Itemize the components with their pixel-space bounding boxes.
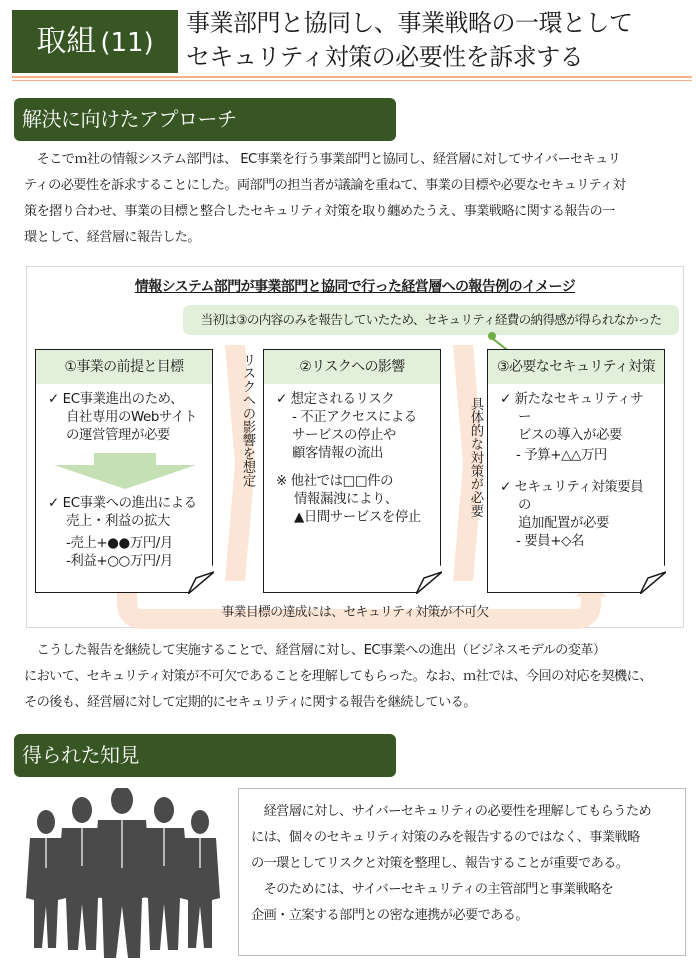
check-item-cont: の運営管理が必要 [66,428,170,443]
paragraph-line: の一環としてリスクと対策を整理し、報告することが重要である。 [251,856,629,871]
approach-paragraph [24,147,684,251]
note-item: ※ 他社では□□件の [276,474,394,489]
paragraph-line: こうした報告を継続して実施することで、経営層に対し、EC事業への進出（ビジネスモデルの変革） [24,643,606,658]
card-risk-impact [263,349,441,593]
diagram-title: 情報システム部門が事業部門と協同で行った経営層への報告例のイメージ [134,279,576,295]
card-heading: ③必要なセキュリティ対策 [488,350,664,384]
paragraph-line: そこでｍ社の情報システム部門は、 EC事業を行う事業部門と協同し、経営層に対してサイバーセキュリ [24,152,621,167]
paragraph-line: 策を摺り合わせ、事業の目標と整合したセキュリティ対策を取り纏めたうえ、事業戦略に関する報告の一 [24,204,615,219]
sub-item-cont: サービスの停止や [292,428,396,443]
check-item: ✓ セキュリティ対策要員の [500,480,644,513]
arrow-label: リスクへの影響を想定 [240,353,255,487]
header-divider-thin [12,80,692,81]
section-badge [12,10,178,73]
sub-item: -売上+●●万円/月 [66,536,173,551]
check-item: ✓ EC事業への進出による [48,496,197,511]
badge-label: 取組 [36,24,97,59]
paragraph-line: 企画・立案する部門との密な連携が必要である。 [251,908,528,923]
note-item-cont: 情報漏洩により、 [294,492,398,507]
header-divider [12,76,692,78]
check-item-cont: 自社専用のWebサイト [66,410,197,425]
sub-item-cont: 顧客情報の流出 [292,446,383,461]
arrow-band-risk [225,345,255,581]
loop-label: 事業目標の達成には、セキュリティ対策が不可欠 [221,605,489,620]
page-fold-icon [188,564,214,594]
business-people-silhouette-icon [22,788,222,963]
check-item-cont: 売上・利益の拡大 [66,514,170,529]
paragraph-line: 経営層に対し、サイバーセキュリティの必要性を理解してもらうため [251,804,652,819]
check-item-cont: ビスの導入が必要 [518,428,622,443]
card-security-measures [487,349,665,593]
check-item: ✓ 想定されるリスク [276,392,395,407]
sub-item: - 予算+△△万円 [516,448,607,463]
paragraph-line: には、個々のセキュリティ対策のみを報告するのではなく、事業戦略 [251,830,640,845]
sub-item: - 要員+◇名 [516,534,584,549]
section-heading-findings: 得られた知見 [14,734,396,777]
paragraph-line: そのためには、サイバーセキュリティの主管部門と事業戦略を [251,882,614,897]
card-business-goals [35,349,213,593]
section-heading-approach: 解決に向けたアプローチ [14,98,396,141]
paragraph-line: ティの必要性を訴求することにした。両部門の担当者が議論を重ねて、事業の目標や必要なセキュリティ対 [24,178,626,193]
card-heading: ②リスクへの影響 [264,350,440,384]
arrow-label: 具体的な対策が必要 [468,397,483,518]
page-fold-icon [416,564,442,594]
followup-paragraph [24,638,684,716]
report-diagram [26,266,684,628]
findings-box [238,788,686,956]
page-title-line2: セキュリティ対策の必要性を訴求する [186,43,584,71]
down-arrow-icon [54,453,196,489]
card-heading: ①事業の前提と目標 [36,350,212,384]
arrow-band-measures [453,345,483,581]
sub-item: -利益+○○万円/月 [66,554,173,569]
note-item-cont: ▲日間サービスを停止 [294,510,421,525]
badge-number: (11) [100,28,154,58]
check-item-cont: 追加配置が必要 [518,516,609,531]
paragraph-line: その後も、経営層に対して定期的にセキュリティに関する報告を継続している。 [24,695,476,710]
check-item: ✓ 新たなセキュリティサー [500,392,644,425]
page-title-line1: 事業部門と協同し、事業戦略の一環として [186,9,633,37]
check-item: ✓ EC事業進出のため、 [48,392,184,407]
page-fold-icon [640,564,666,594]
note-callout: 当初は③の内容のみを報告していたため、セキュリティ経費の納得感が得られなかった [183,305,679,335]
sub-item: - 不正アクセスによる [292,410,417,425]
paragraph-line: において、セキュリティ対策が不可欠であることを理解してもらった。なお、ｍ社では、今回の対応を契機に、 [24,669,652,684]
page-title [186,6,696,74]
paragraph-line: 環として、経営層に報告した。 [24,230,200,245]
